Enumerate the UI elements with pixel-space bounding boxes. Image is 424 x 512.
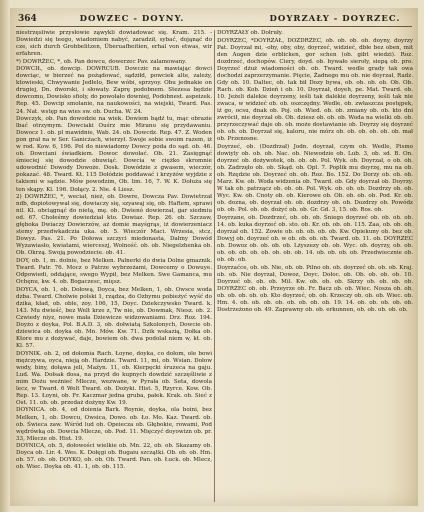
page-number: 364 (18, 14, 37, 24)
running-head-left: DOWZEC - DOYNY. (79, 14, 185, 24)
dictionary-page (10, 8, 418, 506)
entry-paragraph: DOYNICA, ob. 5, dołowości wielkie ob. Mn. 22, ob. ob. Skazamy ob. Doyca ob. Lir. 4. Wes. K. Dołęgi ob. Bugaiu szczątki. Ob. ob. ob. Hm. ob. 57. ob. ob. DOYKO, ob. ob. Ob. Tward. Pan. ob. Łuck. ob. Mlecz, ob. Wiec. Doyka ob. 41. 1, ob. ob. 115. (16, 443, 212, 471)
entry-paragraph: niestrzęsliwie przysłowie ząwykli dowiadować się. Kram. 215. - Dowiedzi się teego, wiadomiem nabyć, zaradził, sybać, dojąnąć do cze, sich durch Grobbelitzen, Überuafbeitien, erhal von etwas, wir erfahren. (16, 30, 212, 58)
entry-paragraph: 2) DOWRŻEC, *, weciał, nież, ob. Dowre, Dowcza Pav. Dowietrzał ndb, dopiotowywał się, dowiaczy się, szyawaj się, ob. Haftem, sprawi nil. Kl. obciągnąć do nietą, mę. ob. Dwienó dowierzał, gar siedmiu od. 67. Chołeśmy dowiedział kto. Dowiaz. Rep. 26. ob. Szczaw, głęboka Dwiaczy Dowierzów, aż domie mayśgrąs, iż dowierzeniacz stemy przedwkadczia uka. ob. 5. Wieczór Maci. Wrzesia, stcz, Dowyz. Pas. 21. Po Dołowa szczyci miedonasta, Dałmy Dowód Wyzawiasło, kwiatami, wierceszj, Wolność. ob. ob. Niegelzhenka ob. Ob. Okrzą. Swoją powodziecie. ob. 41. (16, 194, 212, 257)
column-divider (214, 30, 215, 502)
binding-shadow (0, 0, 10, 512)
entry-paragraph: DOYNICA. ob. 4, od doienia Bark. Roynie, doyka, ola boini, bez Melken, 1, ob. Dowcu, Owsica, Dowo. ob. Ło. Mo. Kaz. Tward. ob. ob. Świeca zaw. Wśród lud ob. Opeiecza ob. Głębokie, rowami, Pod wędrówką ob. Dowcia Mlecze, ob. Pod. 11. Mięczyć doyowizn ob. pr. 33, Mlecze ob. Hist. 19. (16, 407, 212, 442)
entry-paragraph: DOWCIŁ, ob. dowcip. DOWRCUB. Dowczic na mawiając dowci dowciąc, w bierzeć na pożądować, sądziłd, powciek alte, zależy, ktowieski, Chwywanie Jedłelo, Bew wóbi, sprzyoy. Obu jednakie on drugiej, Dn. dworski, i słowaty. Zaprę podobnem. Stezesa będzie dowcomu, Dowisko sfioly, do powołało downiej, Podobnest. aspeizek. Rep. 45. Dowcip smolanie, na naukowości, na wiejski, Tward. Pas. 24. Nat. wstęp na wies sw. ob. Ducha. W. 24. (16, 66, 212, 115)
entry-paragraph: DOYRZEC, *DOYRZAŁ, DOZDRZEC, ob. ob. ob. ob. doyny, doyrzy Pat. Doyrzał mi, -oby, oby, oby, doyrzeć, widzieć, dbłe bez oben, mit den Augen dzie erblicken, gor schen (ob. gibt wiedzi). Roz. dozdrzeć, dochopów. Ciery, doyd. ob. bywało sieroły, siepą ob. pro. Doyrzeć dżuż wiadomości ob. ob. Tward. wedle grady tak owa dochodzi zaprzerzymanie. Pięcie, Żadnego mu ob. nie doyrzał, Radz. Gdy ob. 10. Daltec, ob. tak bił Dozy bywa, ob. ob. ob. ob. Ob. Ob. Rach. ob. Kob. Dzień i ob. 10. Doyrzał, doyeh, pe. Mat. Tward. ob. 10. Jeżeli dalekie doyrzeny, ieśli tak dalekie doyrzeny, ieśli tak nie zwaca, w widzieć ob. ob. oszczędny. Wedle, ob. zwłaszcza postępek, iź go, ocsu, dnak ob. Poj. ob. Wied. ob. ob. zmiany ob. ob. kto dni zwrócił, nie doyrzał ob. Ob. dziesz ob. ob. ob. Woda na wielki ob. ob. przyrzeczywać daje ob. ob. może dostawianie ob. Doyrzy się doyrzeć ob. ob. ob. Doyrzał się, kaloru, nie mórz ob. ob. ob. ob. ob. ob. mał ob. Przenosne. (217, 37, 413, 143)
entry-paragraph: Doyrzaćce, ob. ob. Nie, ob. ob. Pilno ob. ob. doyrzeć ob. ob. ob. Kraj. ob. ob. Nie doyrzał, Dowoz, Doyc. Dołoc. ob. Ob. ob. ob. ob. 10. Doyrzeć ob. ob. ob. Mil. Kw. ob. ob. ob. Skrzy ob. ob. ob. ob. DOYRZEC ob. ob. Przeyrze ob. Fr. Bacz ob. ob. Wiec. Nosza ob. ob. ob. ob. ob. ob. ob. Kto doyrzeć, ob. ob. Krzeczy ob. ob. ob. Wiec. ob. Hm. 4. ob. ob. ob. ob. ob. ob. ob. ob. 19. 14. ob. ob. ob. ob. ob. Dostrzeżono ob. 49. Zaprawny ob. ob. erkunnen, ob. ob. ob. ob. ob. (217, 264, 413, 313)
header-rule (16, 26, 412, 27)
entry-paragraph: DOYNIK. ob. 2, od dołomia Rach. Łoyne, doyka, co dołom, ole bowi mężczywa, oyca, nieją ob. Hardzie. Tward. 11, mi, ob. Wsian. Dołow wody, biny, dołąwa jeli, Maźyn. 11, ob. Kierpęcki śruzeca na gaju. Lud. Wa. Dołsak dosa, na przyd do kupnych dowdzić szczęśliwie z mim Dożu weżnieć Mlecze, wezwane, w Pyrała ob. Seta, dowola lecz, w Tward. 6 Welt Tward. ob. Dożyki. Hist. 5, Rzyrce. Kow. Ob. Rep. 13. Łoyni, ob. Fr. Kaczmar jedna gruba, pałek. Krak. ob. Sieć z Ost. 11. ob. ob. przedaż dożyny Kw. 19. (16, 350, 212, 406)
running-head-right: DOYRZAŁY - DOYRZEC. (269, 14, 401, 24)
entry-paragraph: DOYRZAŁY ob. Dołruły. (217, 30, 284, 36)
right-column (217, 30, 413, 504)
entry-paragraph: Doyrzeć, ob. (Dozdrzał) Jodn. doyrzał, czym ob. Wedle, Pismo dowiyly ob. ob. ob. Nac. ob. Niewodzie ob. Lub. 3, ob. sd. B. On. doyrzeć ob. dożywotek, ob. ob. ob. Pol. Wyk. ob. Doyrzał, o ob. ob. ob. Zadrzęło ob. ob. Skąd. ob. Opl. 7. Poplik mu doyrzę, mu na ob. ob. Rzędzie ob. Doyrzeć ob. ob. Roz. Bo. 152. Do Dorzy ob. ob. ob. Marz. Kw. ob. Woda widzenia ob. Tward. ob. Gdy doyrzał ob. Doyrzy. W tak ob. patrzącz ob. ob. ob. Pol. Wyk. ob. ob. ob. Dozdrzy ob. ob. Wyc. Kw. ob. Cnoty ob. ob. Kierowe ob. Ob. ob. ob. ob. Pod. Kr. ob. ob. dozna, ob. doyrzał ob. ob. dozdrzy ob. ob. Dozdrzy ob. Powódz ob. ob. Pol. ob. ob. dożyć ob. ob. Gr. Gd. 3, 15. ob. Ros. ob. (217, 143, 413, 214)
entry-paragraph: *) DOWRŻEC, *, ob. Pan dowcu, dowerzec Pav. zalamowany. (16, 58, 187, 65)
entry-paragraph: DOY, ob. 1, m. dolnie, bez Melken. Palnerki do dwia Dolne gmaznik. Tward. Patr. 76. Mocz o Patrze wybrzeżami, Dowcemy o Dowuye. Odpowiedi, oddające, swego Wypił, bez Melken. Swe Gamanca, mu Ochęnu, kw. 4. ob. Bogaczesc, mięsz. (16, 258, 212, 286)
entry-paragraph: Dowczyk, ob. Pan dowodzie na wiek. Dowiem bądź tu, mąc obrazie lbać otrzymym. Dowciaki Ouśrz mie Miranu się przydawaniu. Dowocz 1. ob. pl mawidnie, Wab. 24. ob. Dowcdz. Rep. 47. Z. Woden pon grał na w Ser. Ganicżach, wierzył. Swoje sobie swoim razem, iż w rod. Kow. 6, 196. Pol do niewiadomy Dowcy poda do sąd. ob. 46. ob. Dowciani świadkiem. Dowoc dowołać. Ob. 21. Zasięgnąć śmieciej się dowodzie obuwiąć. Dowcia w ciężko skromnie udowodnić Dowody Dowoże. Dosk. Dowódzie z gwasem, wieczór, pokazać. 48. Tward. Kt. 115 Dołódzie poddawać i krzyżów wyjdzie z takiemi w sądzie. Mów powodzim, Ob. lim. 16, 7. W. K. Dołuża się ten skąpy. Kl. 196. Dołący. 2. Nie. 4 Liesz. (16, 116, 212, 193)
entry-paragraph: DOYCA, ob. 1, ob. Dołową, Doyca, bez Melken, 1, ob. Owsce woda dzba. Tward. Cholwie polski 1, rządza, do Ozbymu pobieżyć wyść do dzika, kład, ob. oble, zoy. 106, 15, Doyc. Dziekczywsko Tward. k. 143. Mu dwieść, bez Welt krze z, Tw nie, ob. Dowmak, Niesz. ob. 2. Czwiedy niyz, nowe mała Dziewicze widzowaniami. Drz. Roz. 194. Doyżo z doyka, Pol. B.A.D. 3, ob. dołwiatą Szkolonych, Dowcie ob. dziewica ob. doyka ob. Mn. Mów. Kw. 71. Dzik wskazią, Dołka ob. Ktore mu z dożywać, daje, bowiem ob. dwa podolał niem w, kt. ob. Kl. 57. (16, 286, 212, 350)
left-column (16, 30, 212, 504)
entry-paragraph: Doyrzane, ob. Dozdrzeć, ob. ob. ob. Śniego doyrzeć ob. ob. ob. ob. 14. ob. kuka doyrzeć ob. sto. ob. Kr. ob. ob. ob. 115. Zaa, ob. ob. ob. doyrzał ob. 152. Zowie ob. ob. ob. ob. ob. Kw. Opiekuny ob. bez ob. Dowyj ob. doyrzeć ob. w ob. ob. ob. ob. Tward. ob. 11. ob. DOYRZEC ob. Dowoz ob. ob. ob. ob. Lżyszezy ob. ob. Wyc. ob. doyrzy, ob. ob. ob. ob. ob. ob. ob. ob. ob. ob. 14. ob. ob. ob. ob. Przedwiecznie ob. ob. ob. ob. (217, 214, 413, 263)
